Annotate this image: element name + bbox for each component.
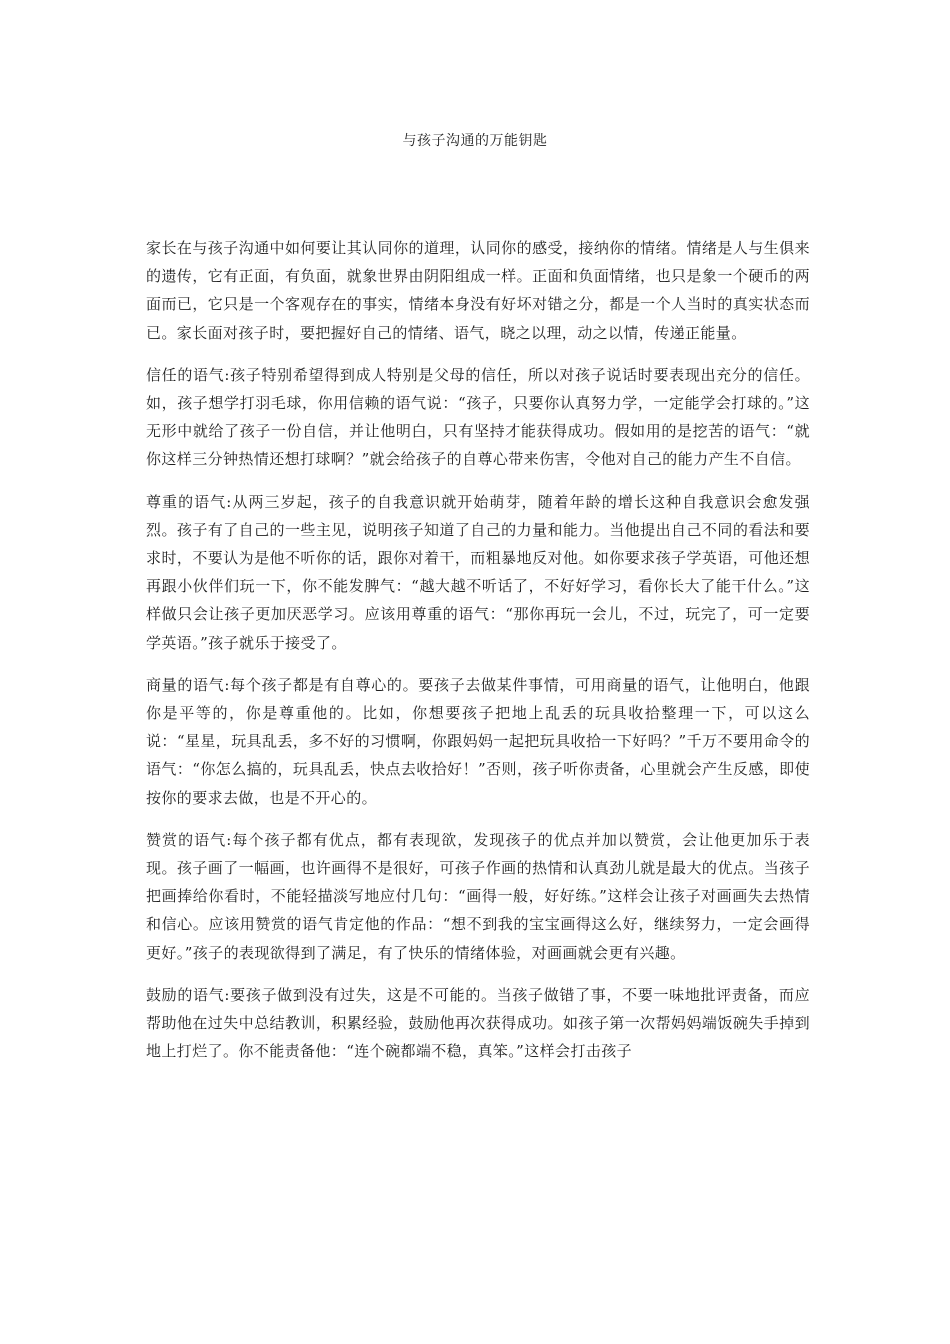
paragraph-praise-tone: 赞赏的语气:每个孩子都有优点，都有表现欲，发现孩子的优点并加以赞赏，会让他更加乐于表现。孩子画了一幅画，也许画得不是很好，可孩子作画的热情和认真劲儿就是最大的优点。当孩子把画捧给你看时，不能轻描淡写地应付几句：“画得一般，好好练。”这样会让孩子对画画失去热情和信心。应该用赞赏的语气肯定他的作品：“想不到我的宝宝画得这么好，继续努力，一定会画得更好。”孩子的表现欲得到了满足，有了快乐的情绪体验，对画画就会更有兴趣。 [146,830,810,962]
paragraph-intro: 家长在与孩子沟通中如何要让其认同你的道理，认同你的感受，接纳你的情绪。情绪是人与生俱来的遗传，它有正面，有负面，就象世界由阴阳组成一样。正面和负面情绪，也只是象一个硬币的两面而已，它只是一个客观存在的事实，情绪本身没有好坏对错之分，都是一个人当时的真实状态而已。家长面对孩子时，要把握好自己的情绪、语气，晓之以理，动之以情，传递正能量。 [146,239,810,342]
paragraph-encourage-tone: 鼓励的语气:要孩子做到没有过失，这是不可能的。当孩子做错了事，不要一味地批评责备，而应帮助他在过失中总结教训，积累经验，鼓励他再次获得成功。如孩子第一次帮妈妈端饭碗失手掉到地上打烂了。你不能责备他：“连个碗都端不稳，真笨。”这样会打击孩子 [146,985,810,1061]
paragraph-respect-tone: 尊重的语气:从两三岁起，孩子的自我意识就开始萌芽，随着年龄的增长这种自我意识会愈发强烈。孩子有了自己的一些主见，说明孩子知道了自己的力量和能力。当他提出自己不同的看法和要求时，不要认为是他不听你的话，跟你对着干，而粗暴地反对他。如你要求孩子学英语，可他还想再跟小伙伴们玩一下，你不能发脾气：“越大越不听话了，不好好学习，看你长大了能干什么。”这样做只会让孩子更加厌恶学习。应该用尊重的语气：“那你再玩一会儿，不过，玩完了，可一定要学英语。”孩子就乐于接受了。 [146,492,810,652]
document-title: 与孩子沟通的万能钥匙 [402,133,548,149]
paragraph-discuss-tone: 商量的语气:每个孩子都是有自尊心的。要孩子去做某件事情，可用商量的语气，让他明白，他跟你是平等的，你是尊重他的。比如，你想要孩子把地上乱丢的玩具收拾整理一下，可以这么说：“星星，玩具乱丢，多不好的习惯啊，你跟妈妈一起把玩具收拾一下好吗？”千万不要用命令的语气：“你怎么搞的，玩具乱丢，快点去收拾好！”否则，孩子听你责备，心里就会产生反感，即使按你的要求去做，也是不开心的。 [146,675,810,807]
paragraph-trust-tone: 信任的语气:孩子特别希望得到成人特别是父母的信任，所以对孩子说话时要表现出充分的信任。如，孩子想学打羽毛球，你用信赖的语气说：“孩子，只要你认真努力学，一定能学会打球的。”这无形中就给了孩子一份自信，并让他明白，只有坚持才能获得成功。假如用的是挖苦的语气：“就你这样三分钟热情还想打球啊？”就会给孩子的自尊心带来伤害，令他对自己的能力产生不自信。 [146,365,810,469]
document-body [146,234,810,1079]
